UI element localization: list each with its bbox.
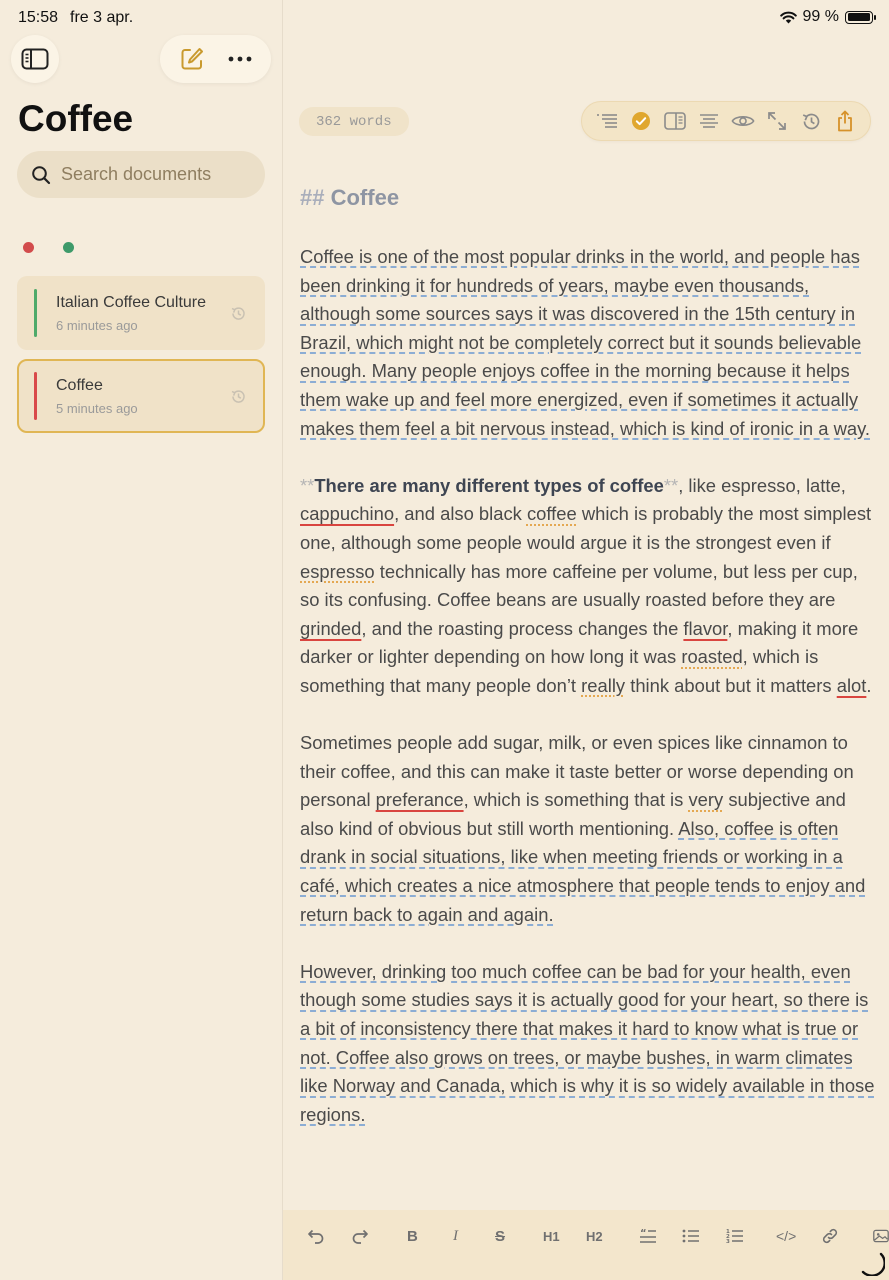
spelling-error[interactable]: preferance: [375, 789, 464, 811]
text-run: , which is something that is: [463, 789, 689, 811]
document-time: 6 minutes ago: [56, 318, 138, 333]
sidebar-toggle-button[interactable]: [11, 35, 59, 83]
share-icon: [836, 110, 854, 132]
tag-green-dot[interactable]: [63, 242, 74, 253]
text-run: subjective and also kind of obvious but still worth mentioning.: [300, 789, 846, 839]
document-title: Coffee: [56, 377, 103, 394]
style-suggestion[interactable]: really: [581, 674, 626, 696]
heading2-button[interactable]: H2: [586, 1228, 603, 1244]
grammar-highlight[interactable]: Coffee is one of the most popular drinks in the world, and people has been drinking it for hundreds of years, maybe even thousands, although some sources says it was discovered in the 15th century in Brazil, which might not be completely correct but it sounds believable enough. Many people enjoys coffee in the morning because it helps them wake up and feel more energized, even if sometimes it actually makes them feel a bit nervous instead, which is kind of ironic in a way.: [300, 246, 871, 439]
numbered-list-button[interactable]: [726, 1224, 744, 1248]
style-suggestion[interactable]: roasted: [681, 646, 743, 668]
text-run: , making it more darker or lighter depending on how long it was: [300, 617, 859, 668]
spelling-error[interactable]: alot: [836, 674, 867, 696]
paragraph-2: [300, 472, 880, 701]
text-run: , and also black: [394, 503, 527, 525]
style-suggestion[interactable]: very: [688, 789, 724, 811]
word-count-badge: 362 words: [299, 107, 409, 136]
outline-icon: [596, 113, 618, 129]
new-document-button[interactable]: [179, 46, 205, 72]
quote-icon: [639, 1228, 657, 1244]
undo-button[interactable]: [307, 1224, 325, 1248]
split-view-icon: [664, 112, 686, 130]
expand-icon: [767, 111, 787, 131]
style-suggestion[interactable]: coffee: [526, 503, 577, 525]
bullet-list-icon: [682, 1228, 700, 1244]
loading-indicator: [859, 1250, 885, 1276]
fullscreen-button[interactable]: [765, 109, 789, 133]
document-heading: [300, 183, 880, 213]
code-button[interactable]: </>: [776, 1228, 797, 1244]
svg-text:3: 3: [726, 1239, 730, 1244]
svg-text:2: 2: [726, 1234, 730, 1240]
numbered-list-icon: [726, 1228, 744, 1244]
document-title: Italian Coffee Culture: [56, 294, 207, 311]
history-icon[interactable]: [230, 388, 247, 405]
history-icon: [801, 111, 822, 132]
bold-marker: **: [300, 474, 315, 496]
grammar-highlight[interactable]: Also, coffee is often drank in social situations, like when meeting friends or working in a café, which creates a nice atmosphere that people tends to enjoy and return back to again and again.: [300, 817, 866, 925]
italic-button[interactable]: I: [453, 1227, 458, 1244]
svg-text:“: “: [640, 1228, 647, 1239]
style-suggestion[interactable]: espresso: [300, 560, 375, 582]
tag-red-dot[interactable]: [23, 242, 34, 253]
redo-button[interactable]: [351, 1224, 369, 1248]
history-icon[interactable]: [230, 305, 247, 322]
redo-icon: [351, 1228, 369, 1244]
document-content[interactable]: [300, 183, 880, 1158]
paragraph-4: [300, 958, 880, 1130]
grammar-highlight[interactable]: However, drinking too much coffee can be bad for your health, even though some studies says it is actually good for your heart, so there is a bit of inconsistency there that makes it hard to know what is true or not. Coffee also grows on trees, or maybe bushes, in warm climates like Norway and Canada, which is why it is so widely available in those regions.: [300, 960, 875, 1125]
align-button[interactable]: [697, 109, 721, 133]
check-circle-icon: [631, 111, 651, 131]
heading1-button[interactable]: H1: [543, 1228, 560, 1244]
document-time: 5 minutes ago: [56, 401, 138, 416]
bullet-list-button[interactable]: [682, 1224, 700, 1248]
status-date: fre 3 apr.: [70, 9, 134, 26]
spelling-error[interactable]: flavor: [683, 617, 728, 639]
eye-icon: [731, 113, 755, 129]
document-item-coffee[interactable]: [17, 359, 265, 433]
battery-percent: 99 %: [802, 8, 839, 25]
text-run: , like espresso, latte,: [678, 474, 846, 496]
link-icon: [821, 1227, 839, 1245]
document-color-bar: [34, 372, 37, 420]
text-run: Sometimes people add sugar, milk, or even spices like cinnamon to their coffee, and this can make it taste better or worse depending on personal: [300, 732, 854, 811]
share-button[interactable]: [833, 109, 857, 133]
preview-button[interactable]: [731, 109, 755, 133]
sidebar: [0, 0, 283, 1280]
bold-marker: **: [663, 474, 679, 496]
bold-button[interactable]: B: [407, 1227, 418, 1245]
text-run: .: [866, 674, 872, 696]
format-bar: [283, 1210, 889, 1280]
bold-text: There are many different types of coffee: [314, 474, 664, 496]
search-box[interactable]: [17, 151, 265, 198]
status-time: 15:58: [18, 9, 59, 26]
text-run: , and the roasting process changes the: [361, 617, 684, 639]
search-input[interactable]: [61, 164, 251, 185]
editor-pane: [283, 0, 889, 1280]
search-icon: [31, 165, 51, 185]
outline-button[interactable]: [595, 109, 619, 133]
spellcheck-button[interactable]: [629, 109, 653, 133]
image-button[interactable]: [873, 1224, 889, 1248]
editor-toolbar: [581, 101, 871, 141]
compose-icon: [179, 46, 205, 72]
heading-text: Coffee: [330, 185, 400, 210]
paragraph-1: [300, 243, 880, 443]
image-icon: [873, 1227, 889, 1245]
link-button[interactable]: [821, 1224, 839, 1248]
split-view-button[interactable]: [663, 109, 687, 133]
text-run: technically has more caffeine per volume, but less per cup, so its confusing. Coffee beans are usually roasted before they are: [300, 560, 858, 611]
svg-text:1: 1: [726, 1229, 730, 1235]
document-color-bar: [34, 289, 37, 337]
text-run: which is probably the most simplest one, although some people would argue it is the strongest even if: [300, 503, 872, 553]
undo-icon: [307, 1228, 325, 1244]
sidebar-icon: [21, 48, 49, 70]
document-item-italian-coffee-culture[interactable]: [17, 276, 265, 350]
more-button[interactable]: [228, 56, 252, 62]
sidebar-actions: [160, 35, 271, 83]
text-run: think about but it matters: [625, 674, 837, 696]
quote-button[interactable]: [639, 1224, 657, 1248]
heading-marker: ##: [300, 185, 325, 210]
spelling-error[interactable]: cappuchino: [300, 503, 395, 525]
tag-filters: [23, 242, 74, 253]
paragraph-3: [300, 729, 880, 929]
sidebar-title: Coffee: [18, 98, 134, 139]
history-button[interactable]: [799, 109, 823, 133]
text-run: , which is something that many people don’t: [300, 646, 819, 696]
spelling-error[interactable]: grinded: [300, 617, 362, 639]
ellipsis-icon: [228, 56, 252, 62]
align-center-icon: [699, 113, 719, 129]
strikethrough-button[interactable]: S: [495, 1227, 506, 1245]
